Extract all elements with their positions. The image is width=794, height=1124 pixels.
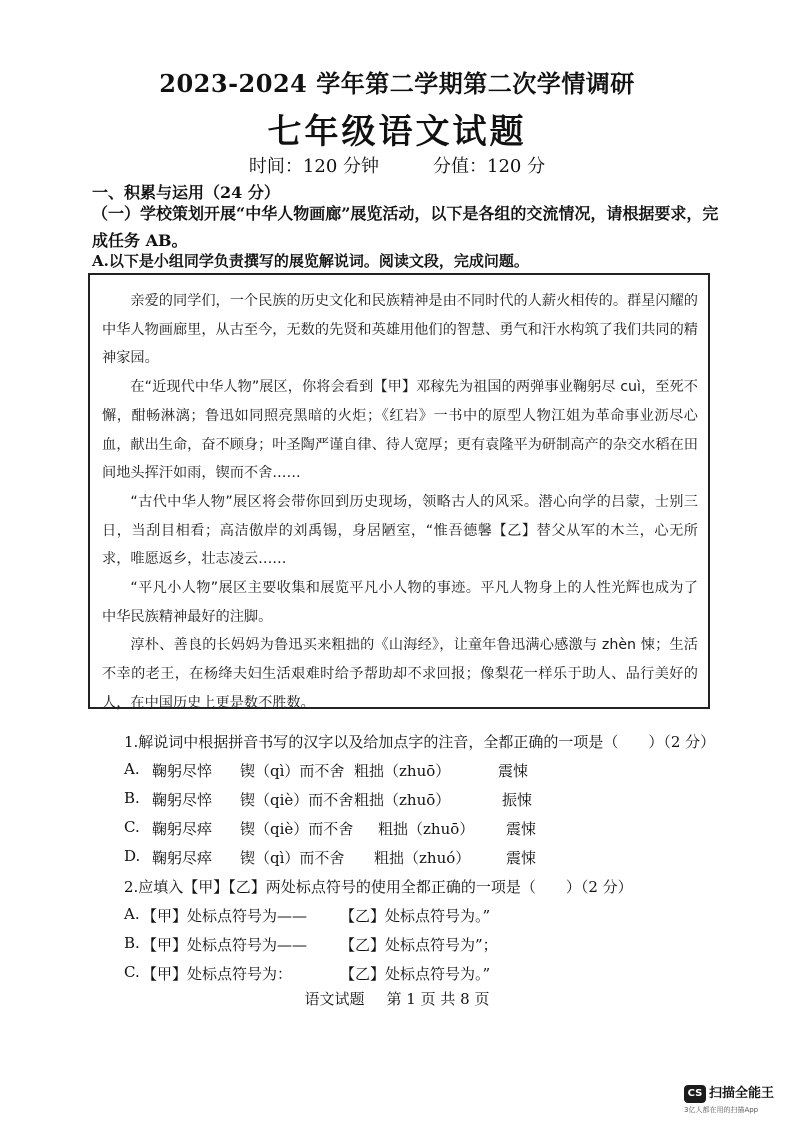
- watermark-tagline: 3亿人都在用的扫描App: [684, 1106, 759, 1114]
- section-intro: （一）学校策划开展“中华人物画廊”展览活动，以下是各组的交流情况，请根据要求，完成任务 AB。: [92, 204, 719, 250]
- passage-paragraph: 淳朴、善良的长妈妈为鲁迅买来粗拙的《山海经》，让童年鲁迅满心感激与 zhèn 悚；生活不幸的老王，在杨绛夫妇生活艰难时给予帮助却不求回报；像梨花一样乐于助人、品行美好的人，在中国历史上更是数不胜数。: [102, 637, 698, 711]
- page-footer: [0, 988, 794, 1009]
- exam-time: 时间：120 分钟: [248, 156, 379, 177]
- passage-paragraph: “平凡小人物”展区主要收集和展览平凡小人物的事迹。平凡人物身上的人性光辉也成为了中华民族精神最好的注脚。: [102, 580, 698, 625]
- task-a-instruction: A.以下是小组同学负责撰写的展览解说词。阅读文段，完成问题。: [92, 252, 529, 270]
- exam-term-title: 2023-2024 学年第二学期第二次学情调研: [159, 69, 635, 98]
- passage-paragraph: “古代中华人物”展区将会带你回到历史现场，领略古人的风采。潜心向学的吕蒙，士别三日，当刮目相看；高洁傲岸的刘禹锡，身居陋室，“惟吾德馨【乙】替父从军的木兰，心无所求，唯愿返乡，壮志凌云……: [102, 493, 698, 568]
- camscanner-logo-icon: CS: [684, 1085, 706, 1103]
- footer-page-number: 第 1 页 共 8 页: [386, 990, 490, 1008]
- reading-passage-box: [88, 273, 710, 709]
- exam-subject-title: 七年级语文试题: [267, 112, 527, 152]
- exam-page: 2023-2024 学年第二学期第二次学情调研 七年级语文试题 时间：120 分钟 分值：120 分 一、积累与运用（24 分） （一）学校策划开展“中华人物画廊”展览活动，以下是各组的交流情况，请根据要求，完成任务 AB。 A.以下是小组同学负责撰写的展览解说词。阅读文段，完成问题。 亲爱的同学们，一个民族的历史文化和民族精神是由不同时代的人薪火相传的。群星闪耀的中华人物画廊里，从古至今，无数的先贤和英雄用他们的智慧、勇气和汗水构筑了我们共同的精神家园。 在“近现代中华人物”展区，你将会看到【甲】邓稼先为祖国的两弹事业鞠躬尽 cuì，至死不懈，酣畅淋漓；鲁迅如同照亮黑暗的火炬；《红岩》一书中的原型人物江姐为革命事业沥尽心血，献出生命，奋不顾身；叶圣陶严谨自律、待人宽厚；更有袁隆平为研制高产的杂交水稻在田间地头挥汗如雨，锲而不舍…… “古代中华人物”展区将会带你回到历史现场，领略古人的风采。潜心向学的吕蒙，士别三日，当刮目相看；高洁傲岸的刘禹锡，身居陋室，“惟吾德馨【乙】替父从军的木兰，心无所求，唯愿返乡，壮志凌云…… “平凡小人物”展区主要收集和展览平凡小人物的事迹。平凡人物身上的人性光辉也成为了中华民族精神最好的注脚。 淳朴、善良的长妈妈为鲁迅买来粗拙的《山海经》，让童年鲁迅满心感激与 zhèn 悚；生活不幸的老王，在杨绛夫妇生活艰难时给予帮助却不求回报；像梨花一样乐于助人、品行美好的人，在中国历史上更是数不胜数。 1.解说词中根据拼音书写的汉字以及给加点字的注音，全都正确的一项是（ ）（2 分） A. 鞠躬尽悴 锲（qì）而不舍 粗拙（zhuō） 震悚 B. 鞠躬尽悴 锲（qiè）而不舍 粗拙（zhuō） 振悚 C. 鞠躬尽瘁 锲（qiè）而不舍 粗拙（zhuō） 震悚 D. 鞠躬尽瘁 锲（qì）而不舍 粗拙（zhuó） 震悚 2.应填入【甲】【乙】两处标点符号的使用全都正确的一项是（ ）（2 分） A. 【甲】处标点符号为—— 【乙】处标点符号为。” B. 【甲】处标点符号为—— 【乙】处标点符号为”； C. 【甲】处标点符号为： 【乙】处标点符号为。” 语文试题 第 1 页 共 8 页 CS 扫描全能王 3亿人都在用的扫描App: [0, 0, 794, 1124]
- passage-paragraph: 在“近现代中华人物”展区，你将会看到【甲】邓稼先为祖国的两弹事业鞠躬尽 cuì，至死不懈，酣畅淋漓；鲁迅如同照亮黑暗的火炬；《红岩》一书中的原型人物江姐为革命事业沥尽心血，献出生命，奋不顾身；叶圣陶严谨自律、待人宽厚；更有袁隆平为研制高产的杂交水稻在田间地头挥汗如雨，锲而不舍……: [102, 379, 698, 482]
- exam-meta: [0, 152, 794, 178]
- question-2-stem: 2.应填入【甲】【乙】两处标点符号的使用全都正确的一项是（ ）（2 分）: [124, 878, 633, 896]
- question-1-stem: 1.解说词中根据拼音书写的汉字以及给加点字的注音，全都正确的一项是（ ）（2 分）: [124, 733, 716, 751]
- exam-score: 分值：120 分: [433, 156, 546, 177]
- passage-paragraph: 亲爱的同学们，一个民族的历史文化和民族精神是由不同时代的人薪火相传的。群星闪耀的中华人物画廊里，从古至今，无数的先贤和英雄用他们的智慧、勇气和汗水构筑了我们共同的精神家园。: [102, 293, 698, 367]
- watermark-app-name: 扫描全能王: [709, 1086, 775, 1101]
- footer-subject: 语文试题: [304, 990, 365, 1008]
- section-heading: 一、积累与运用（24 分）: [92, 183, 280, 202]
